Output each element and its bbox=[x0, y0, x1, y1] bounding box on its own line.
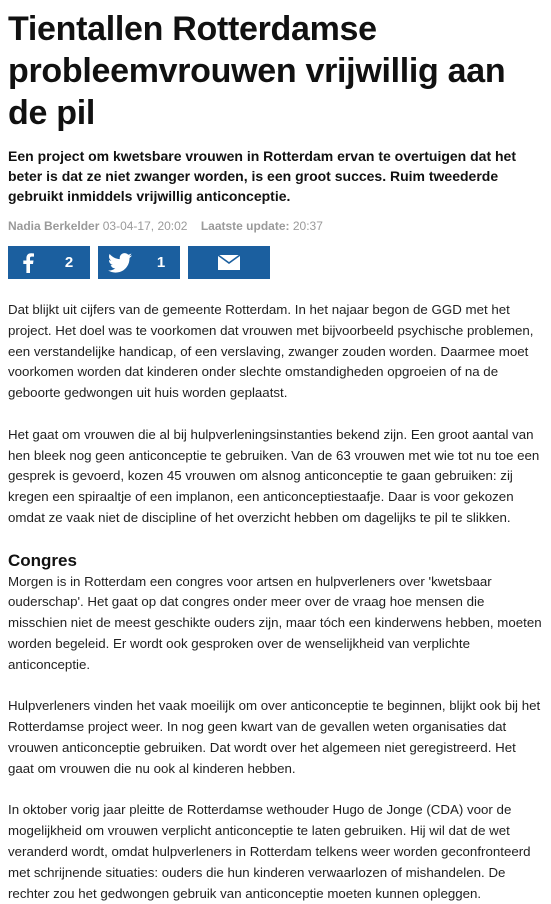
facebook-share-button[interactable] bbox=[8, 246, 90, 279]
email-share-button[interactable] bbox=[188, 246, 270, 279]
update-time: 20:37 bbox=[292, 219, 323, 233]
mail-icon bbox=[218, 255, 240, 270]
paragraph: In oktober vorig jaar pleitte de Rotterdamse wethouder Hugo de Jonge (CDA) voor de mogelijkheid om vrouwen verplicht anticonceptie te laten gebruiken. Hij wil dat de wet veranderd wordt, omdat hulpverleners in Rotterdam telkens weer worden geconfronteerd met schrijnende situaties: ouders die hun kinderen verwaarlozen of mishandelen. De rechter zou het gedwongen gebruik van anticonceptie moeten kunnen opleggen. bbox=[8, 802, 531, 901]
paragraph: Morgen is in Rotterdam een congres voor artsen en hulpverleners over 'kwetsbaar ouderschap'. Het gaat op dat congres onder meer over de vraag hoe mensen die misschien niet de meest geschikte ouders zijn, maar tóch een kinderwens hebben, moeten worden begeleid. Er wordt ook gesproken over de wenselijkheid van verplichte anticonceptie. bbox=[8, 573, 542, 672]
share-bar bbox=[8, 246, 543, 279]
facebook-icon bbox=[8, 253, 48, 273]
article-body bbox=[8, 300, 543, 904]
update-label: Laatste update: bbox=[200, 219, 290, 233]
paragraph: Dat blijkt uit cijfers van de gemeente Rotterdam. In het najaar begon de GGD met het project. Het doel was te voorkomen dat vrouwen met bijvoorbeeld psychische problemen, een verstandelijke handicap, of een verslaving, zwanger zouden worden. Daarmee moet voorkomen worden dat kinderen onder slechte omstandigheden opgroeien of na de geboorte gedwongen uit huis worden geplaatst. bbox=[8, 302, 534, 401]
twitter-share-count: 1 bbox=[156, 254, 166, 271]
twitter-icon bbox=[98, 253, 142, 273]
paragraph: Het gaat om vrouwen die al bij hulpverleningsinstanties bekend zijn. Een groot aantal van hen bleek nog geen anticonceptie te gebruiken. Van de 63 vrouwen met wie tot nu toe een gesprek is gevoerd, kozen 45 vrouwen om alsnog anticonceptie te gaan gebruiken: zij kregen een spiraaltje of een implanon, een anticonceptiestaafje. Daar is voor gekozen omdat ze vaak niet de discipline of het overzicht hebben om dagelijks te pil te slikken. bbox=[8, 426, 540, 525]
twitter-share-button[interactable] bbox=[98, 246, 180, 279]
article-lead: Een project om kwetsbare vrouwen in Rotterdam ervan te overtuigen dat het beter is dat ze niet zwanger worden, is een groot succes. Ruim tweederde gebruikt inmiddels vrijwillig anticonceptie. bbox=[8, 148, 517, 204]
author-name[interactable]: Nadia Berkelder bbox=[8, 219, 100, 233]
section-heading: Congres bbox=[8, 550, 77, 570]
article-title: Tientallen Rotterdamse probleemvrouwen vrijwillig aan de pil bbox=[8, 10, 506, 132]
article-meta bbox=[8, 218, 543, 234]
publish-date: 03-04-17, 20:02 bbox=[102, 219, 188, 233]
facebook-share-count: 2 bbox=[64, 254, 74, 271]
paragraph: Hulpverleners vinden het vaak moeilijk om over anticonceptie te beginnen, blijkt ook bij het Rotterdamse project weer. In nog geen kwart van de gevallen weten organisaties dat vrouwen anticonceptie gebruiken. Dat wordt over het algemeen niet geregistreerd. Het gaat om vrouwen die nu ook al kinderen hebben. bbox=[8, 698, 541, 776]
